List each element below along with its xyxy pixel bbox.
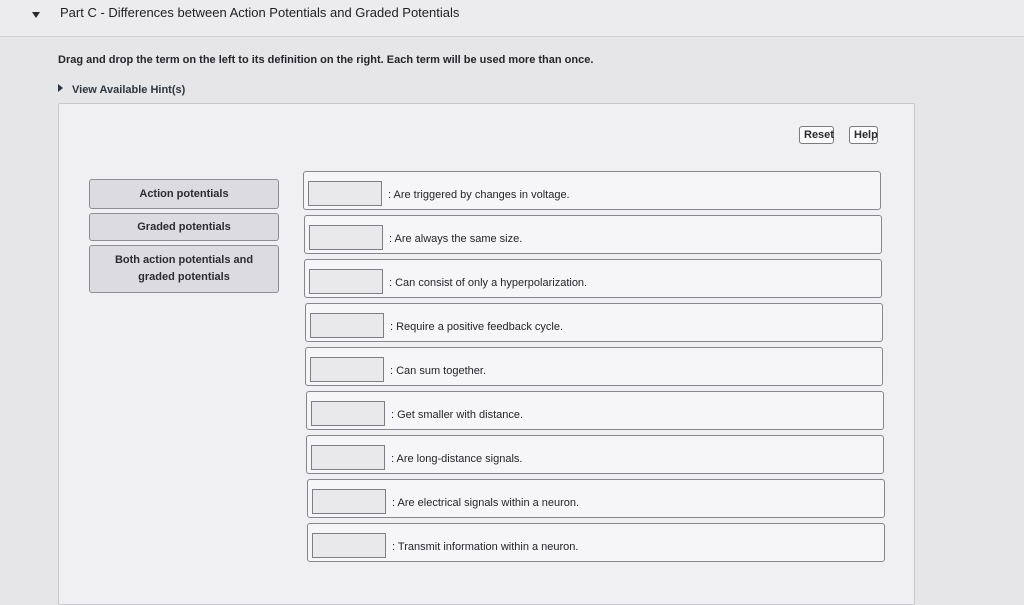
expand-arrow-icon (58, 84, 63, 92)
drop-target[interactable] (308, 181, 382, 206)
instructions-text: Drag and drop the term on the left to its definition on the right. Each term will be used more than once. (58, 54, 594, 66)
term-label: Graded potentials (137, 220, 231, 233)
definition-row (305, 347, 883, 386)
definition-text: : Can sum together. (390, 365, 486, 377)
reset-button[interactable]: Reset (799, 126, 834, 144)
term-label: Both action potentials and graded potentials (114, 254, 254, 283)
term-action-potentials[interactable] (89, 179, 279, 209)
drop-target[interactable] (310, 313, 384, 338)
definition-text: : Transmit information within a neuron. (392, 541, 579, 553)
drop-target[interactable] (312, 533, 386, 558)
drop-target[interactable] (312, 489, 386, 514)
definition-text: : Can consist of only a hyperpolarization. (389, 277, 588, 289)
term-graded-potentials[interactable] (89, 213, 279, 241)
definition-row (307, 479, 885, 518)
definition-row (303, 171, 881, 210)
definition-text: : Require a positive feedback cycle. (390, 321, 564, 333)
definition-text: : Are triggered by changes in voltage. (388, 189, 570, 201)
help-button[interactable]: Help (849, 126, 878, 144)
definition-row (306, 391, 884, 430)
definition-row (307, 523, 885, 562)
collapse-arrow-icon[interactable] (32, 12, 40, 18)
definition-row (304, 259, 882, 298)
definition-text: : Are always the same size. (389, 233, 523, 245)
definition-row (304, 215, 882, 254)
view-hints-link[interactable] (58, 84, 185, 96)
definition-row (305, 303, 883, 342)
definition-text: : Are long-distance signals. (391, 453, 523, 465)
part-title[interactable]: Part C - Differences between Action Potentials and Graded Potentials (60, 5, 460, 20)
definition-text: : Are electrical signals within a neuron. (392, 497, 580, 509)
view-hints-label: View Available Hint(s) (72, 84, 186, 96)
drop-target[interactable] (309, 225, 383, 250)
term-both[interactable] (89, 245, 279, 293)
definition-text: : Get smaller with distance. (391, 409, 524, 421)
drop-target[interactable] (311, 445, 385, 470)
definition-row (306, 435, 884, 474)
drop-target[interactable] (311, 401, 385, 426)
term-label: Action potentials (139, 187, 229, 200)
drop-target[interactable] (309, 269, 383, 294)
drop-target[interactable] (310, 357, 384, 382)
